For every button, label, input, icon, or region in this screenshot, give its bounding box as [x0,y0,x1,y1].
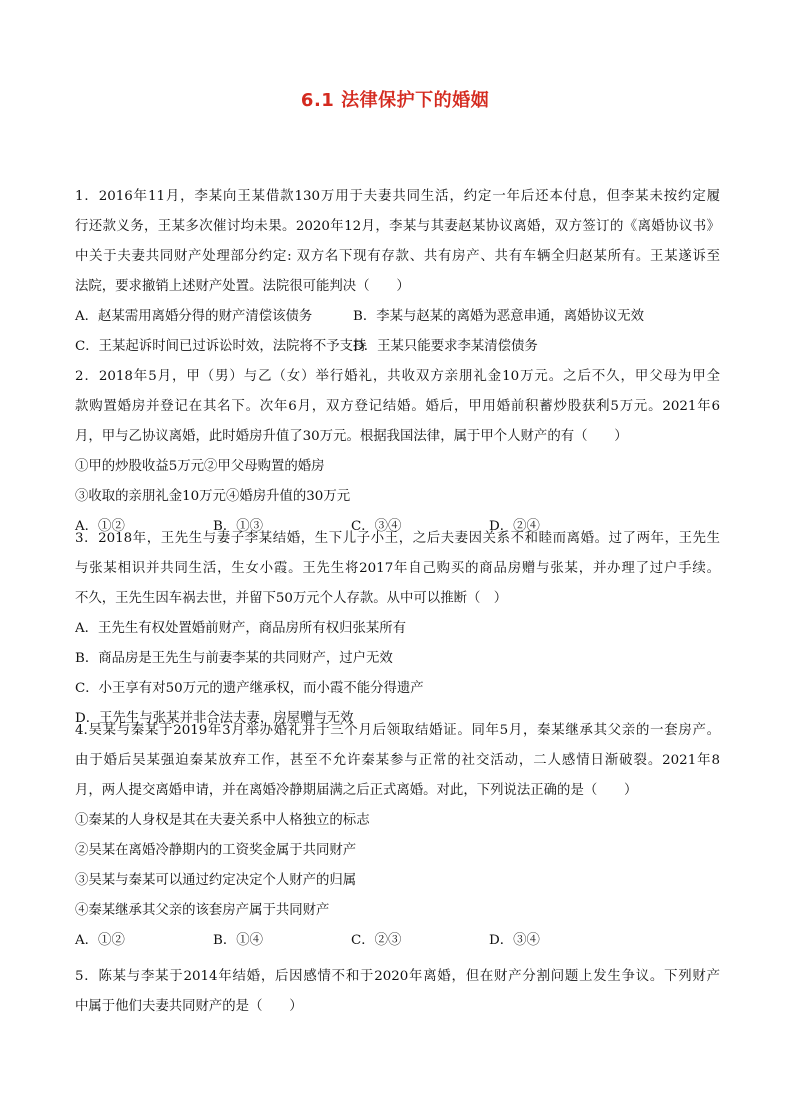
option-b: B．①③ [213,519,264,534]
question-4-line: 月，两人提交离婚申请，并在离婚冷静期届满之后正式离婚。对此，下列说法正确的是（ ） [75,783,638,798]
question-3-line: 与张某相识并共同生活，生女小霞。王先生将2017年自己购买的商品房赠与张某，并办理了过户手续。 [75,561,720,576]
question-1 [75,182,720,362]
option-c: C．③④ [351,519,402,534]
question-2-item: ①甲的炒股收益5万元②甲父母购置的婚房 [75,459,325,474]
option-d: D．王先生与张某并非合法夫妻，房屋赠与无效 [75,711,354,726]
option-a: A．王先生有权处置婚前财产，商品房所有权归张某所有 [75,621,407,636]
question-4-options [75,926,720,956]
question-4-item: ④秦某继承其父亲的该套房产属于共同财产 [75,903,330,918]
question-3-line: 不久，王先生因车祸去世，并留下50万元个人存款。从中可以推断（ ） [75,591,508,606]
question-1-options-row-2 [75,332,720,362]
option-d: D．②④ [489,519,540,534]
question-2-line: 2．2018年5月，甲（男）与乙（女）举行婚礼，共收双方亲朋礼金10万元。之后不久，甲父母为甲全 [75,369,720,384]
option-c: C．小王享有对50万元的遗产继承权，而小霞不能分得遗产 [75,681,424,696]
option-a: A．①② [75,933,125,948]
question-2-item: ③收取的亲朋礼金10万元④婚房升值的30万元 [75,489,351,504]
question-4-line: 由于婚后吴某强迫秦某放弃工作，甚至不允许秦某参与正常的社交活动，二人感情日渐破裂。2021年8 [75,753,720,768]
option-c: C．②③ [351,933,402,948]
question-1-line: 中关于夫妻共同财产处理部分约定: 双方名下现有存款、共有房产、共有车辆全归赵某所有。王某遂诉至 [75,249,720,264]
question-1-options-row-1 [75,302,720,332]
page-title: 6.1 法律保护下的婚姻 [300,90,490,111]
option-b: B．李某与赵某的离婚为恶意串通，离婚协议无效 [353,309,645,324]
question-2-line: 月，甲与乙协议离婚，此时婚房升值了30万元。根据我国法律，属于甲个人财产的有（ ） [75,429,628,444]
option-b: B．商品房是王先生与前妻李某的共同财产，过户无效 [75,651,393,666]
question-5-line: 中属于他们夫妻共同财产的是（ ） [75,999,303,1014]
option-a: A．赵某需用离婚分得的财产清偿该债务 [75,309,313,324]
question-1-line: 行还款义务，王某多次催讨均未果。2020年12月，李某与其妻赵某协议离婚，双方签订的《离婚协议书》 [75,219,720,234]
question-2-line: 款购置婚房并登记在其名下。次年6月，双方登记结婚。婚后，甲用婚前积蓄炒股获利5万元。2021年6 [75,399,720,414]
question-3 [75,524,720,734]
option-c: C．王某起诉时间已过诉讼时效，法院将不予支持 [75,339,367,354]
option-d: D．③④ [489,933,540,948]
question-2 [75,362,720,542]
question-5-line: 5．陈某与李某于2014年结婚，后因感情不和于2020年离婚，但在财产分割问题上发生争议。下列财产 [75,969,720,984]
question-4-line: 4.吴某与秦某于2019年3月举办婚礼并于三个月后领取结婚证。同年5月，秦某继承其父亲的一套房产。 [75,723,720,738]
question-5 [75,962,720,1022]
question-1-line: 1．2016年11月，李某向王某借款130万用于夫妻共同生活，约定一年后还本付息，但李某未按约定履 [75,189,720,204]
question-4-item: ①秦某的人身权是其在夫妻关系中人格独立的标志 [75,813,370,828]
question-1-line: 法院，要求撤销上述财产处置。法院很可能判决（ ） [75,279,410,294]
question-3-line: 3．2018年，王先生与妻子李某结婚，生下儿子小王，之后夫妻因关系不和睦而离婚。过了两年，王先生 [75,531,720,546]
question-4-item: ②吴某在离婚冷静期内的工资奖金属于共同财产 [75,843,357,858]
option-d: D．王某只能要求李某清偿债务 [353,339,538,354]
option-b: B．①④ [213,933,264,948]
question-4 [75,716,720,956]
question-4-item: ③吴某与秦某可以通过约定决定个人财产的归属 [75,873,357,888]
option-a: A．①② [75,519,125,534]
